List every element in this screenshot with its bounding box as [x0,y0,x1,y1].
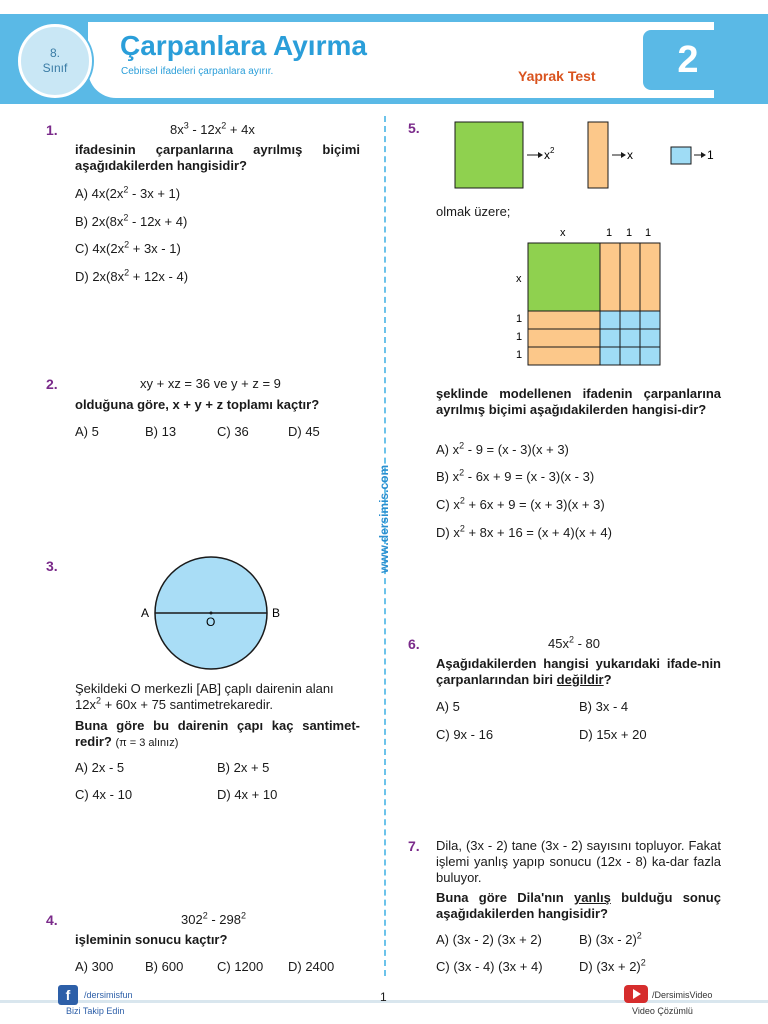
q5-grid-x-col3 [640,243,660,311]
q6-number: 6. [408,636,420,652]
q7-option-d[interactable]: D) $(3x + 2)^2$ [579,957,646,974]
q4-number: 4. [46,912,58,928]
q7-stem-underlined: yanlış [573,890,611,905]
q5-option-b[interactable]: B) $x^2 - 6x + 9 = (x - 3)(x - 3)$ [436,467,595,484]
q5-top-label-1b: 1 [626,227,633,239]
q5-top-label-x: x [560,227,566,239]
q2-option-d[interactable]: D) 45 [288,424,320,439]
q5-grid-units [600,311,660,365]
q4-option-b[interactable]: B) 600 [145,959,184,974]
q5-grid-x-col2 [620,243,640,311]
q2-option-b[interactable]: B) 13 [145,424,177,439]
q1-option-a[interactable]: A) $4x(2x^2 - 3x + 1)$ [75,184,181,201]
website-text: www.dersimis.com [377,464,391,574]
q5-grid-x-col1 [600,243,620,311]
q7-option-c[interactable]: C) (3x - 4) (3x + 4) [436,959,543,974]
q6-option-d[interactable]: D) 15x + 20 [579,727,647,742]
q2-option-a[interactable]: A) 5 [75,424,99,439]
q5-left-label-x: x [516,273,522,285]
facebook-handle[interactable]: /dersimisfun [84,990,133,1000]
q5-option-d[interactable]: D) $x^2 + 8x + 16 = (x + 4)(x + 4)$ [436,523,612,540]
q5-top-label-1c: 1 [645,227,652,239]
q2-number: 2. [46,376,58,392]
grade-badge [18,24,92,98]
q5-model-grid [510,222,670,368]
youtube-handle[interactable]: /DersimisVideo [652,990,713,1000]
q7-option-a[interactable]: A) (3x - 2) (3x + 2) [436,932,542,947]
page-number: 1 [380,990,387,1004]
q3-text: Şekildeki O merkezli [AB] çaplı dairenin alanı $12x^2 + 60x + 75$ santimetrekaredir. [75,681,334,712]
q5-left-label-1b: 1 [516,331,523,343]
q5-grid-x2 [528,243,600,311]
q3-option-a[interactable]: A) 2x - 5 [75,760,125,775]
page-subtitle: Cebirsel ifadeleri çarpanlara ayırır. [121,66,274,77]
q2-expression: xy + xz = 36 ve y + z = 9 [140,376,281,391]
q5-number: 5. [408,120,420,136]
q3-option-c[interactable]: C) 4x - 10 [75,787,133,802]
q5-tile-x-label: x [627,148,633,162]
q1-expression: $8x^3 - 12x^2 + 4x$ [170,120,255,137]
youtube-icon[interactable] [624,985,648,1003]
q4-option-d[interactable]: D) 2400 [288,959,335,974]
website-watermark [376,460,392,580]
q5-left-label-1c: 1 [516,349,523,361]
q6-option-b[interactable]: B) 3x - 4 [579,699,629,714]
q5-stem: şeklinde modellenen ifadenin çarpanlarına ayrılmış biçimi aşağıdakilerden hangisi-dir? [436,386,721,417]
q6-expression: $45x^2 - 80$ [548,634,600,651]
q7-stem: Buna göre Dila'nın yanlış bulduğu sonuç aşağıdakilerden hangisidir? [436,890,721,921]
q5-tile-x2-label: $x^2$ [544,146,555,162]
q6-option-a[interactable]: A) 5 [436,699,460,714]
test-number: 2 [643,30,733,90]
q3-option-b[interactable]: B) 2x + 5 [217,760,270,775]
q3-label-o: O [206,615,216,629]
q3-label-b: B [272,606,281,620]
q5-tile-x [588,122,608,188]
q5-top-label-1a: 1 [606,227,613,239]
q5-grid-x-row3 [528,347,600,365]
q2-stem: olduğuna göre, x + y + z toplamı kaçtır? [75,397,320,412]
q5-tiles [450,118,730,198]
q3-option-d[interactable]: D) 4x + 10 [217,787,278,802]
q1-stem: ifadesinin çarpanlarına ayrılmış biçimi aşağıdakilerden hangisidir? [75,142,360,173]
q4-stem: işleminin sonucu kaçtır? [75,932,228,947]
q7-number: 7. [408,838,420,854]
q6-stem-underlined: değildir [556,672,604,687]
q3-number: 3. [46,558,58,574]
q5-grid-x-row2 [528,329,600,347]
q3-stem: Buna göre bu dairenin çapı kaç santimet-redir? (π = 3 alınız) [75,718,360,749]
q5-option-a[interactable]: A) $x^2 - 9 = (x - 3)(x + 3)$ [436,440,569,457]
q6-option-c[interactable]: C) 9x - 16 [436,727,494,742]
q5-tile-x2 [455,122,523,188]
facebook-icon[interactable]: f [58,985,78,1005]
q5-tile-1-label: 1 [707,148,714,162]
q4-option-c[interactable]: C) 1200 [217,959,264,974]
q2-option-c[interactable]: C) 36 [217,424,249,439]
q3-note: (π = 3 alınız) [115,737,179,749]
q5-tile-1 [671,147,691,164]
grade-number: 8. [49,46,60,60]
q4-option-a[interactable]: A) 300 [75,959,114,974]
q5-left-label-1a: 1 [516,313,523,325]
q3-circle-figure [130,555,290,675]
q4-expression: $302^2 - 298^2$ [181,910,246,927]
q6-stem: Aşağıdakilerden hangisi yukarıdaki ifade-nin çarpanlarından biri değildir? [436,656,721,687]
q3-label-a: A [141,606,150,620]
q1-option-c[interactable]: C) $4x(2x^2 + 3x - 1)$ [75,239,181,256]
q1-option-b[interactable]: B) $2x(8x^2 - 12x + 4)$ [75,212,188,229]
facebook-caption: Bizi Takip Edin [66,1006,125,1016]
q5-olmak: olmak üzere; [436,204,511,219]
q5-grid-x-row1 [528,311,600,329]
q1-option-d[interactable]: D) $2x(8x^2 + 12x - 4)$ [75,267,189,284]
q5-option-c[interactable]: C) $x^2 + 6x + 9 = (x + 3)(x + 3)$ [436,495,605,512]
q7-option-b[interactable]: B) (3x - 2)$^2$ [579,930,642,947]
page-title: Çarpanlara Ayırma [120,30,367,61]
test-type: Yaprak Test [518,68,596,84]
youtube-caption: Video Çözümlü [632,1006,693,1016]
grade-label: Sınıf [42,61,68,75]
q7-text: Dila, (3x - 2) tane (3x - 2) sayısını topluyor. Fakat işlemi yanlış yapıp sonucu (12x - 8) ka-dar fazla buluyor. [436,838,721,885]
q1-number: 1. [46,122,58,138]
